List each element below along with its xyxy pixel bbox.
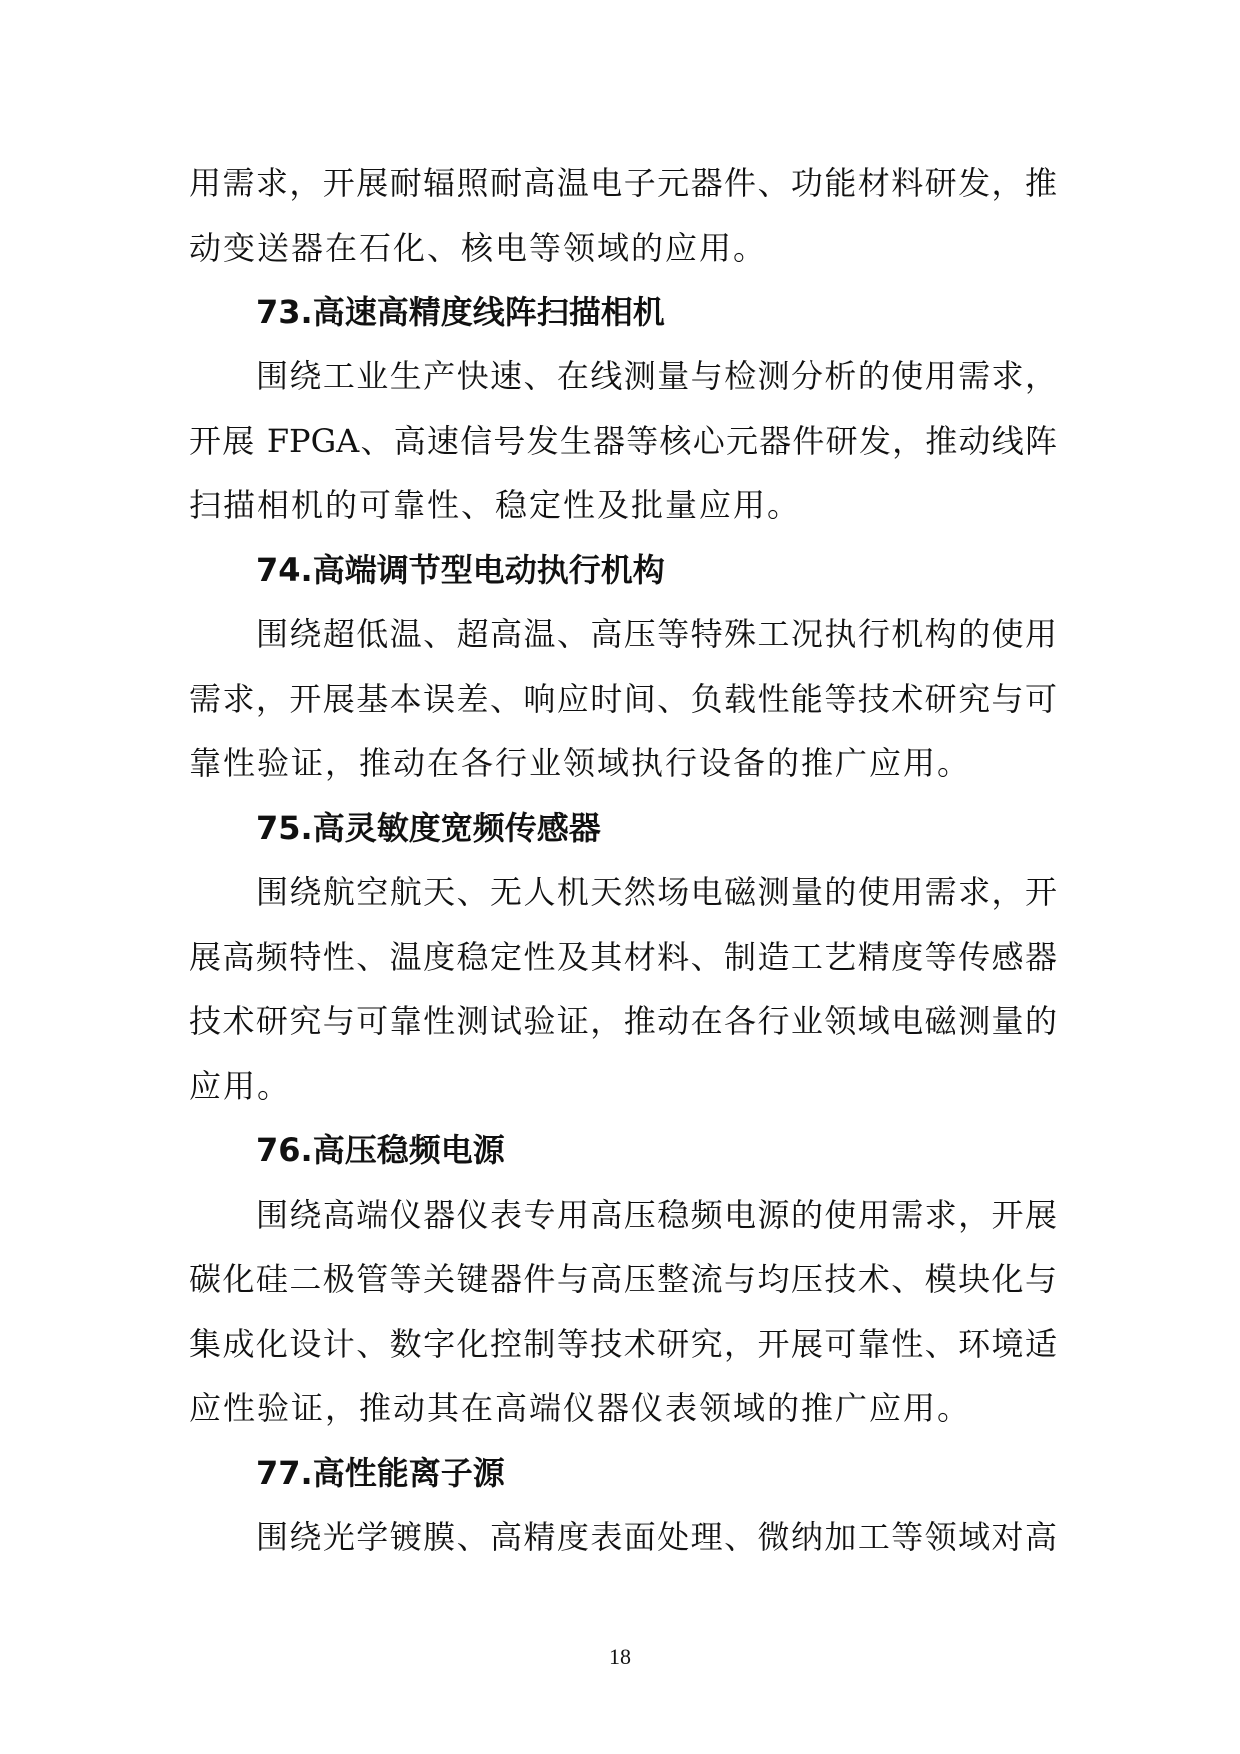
body-line: 展高频特性、温度稳定性及其材料、制造工艺精度等传感器: [189, 938, 1057, 976]
section-heading-77: 77.高性能离子源: [256, 1454, 505, 1492]
body-line: 围绕工业生产快速、在线测量与检测分析的使用需求，: [256, 357, 1057, 395]
body-line: 扫描相机的可靠性、稳定性及批量应用。: [189, 486, 802, 524]
body-line: 用需求，开展耐辐照耐高温电子元器件、功能材料研发，推: [189, 164, 1057, 202]
body-line: 需求，开展基本误差、响应时间、负载性能等技术研究与可: [189, 680, 1057, 718]
body-line: 围绕高端仪器仪表专用高压稳频电源的使用需求，开展: [256, 1196, 1057, 1234]
section-heading-74: 74.高端调节型电动执行机构: [256, 551, 665, 589]
body-line: 围绕航空航天、无人机天然场电磁测量的使用需求，开: [256, 873, 1057, 911]
body-line: 开展 FPGA、高速信号发生器等核心元器件研发，推动线阵: [189, 422, 1057, 460]
body-line: 围绕超低温、超高温、高压等特殊工况执行机构的使用: [256, 615, 1057, 653]
section-heading-75: 75.高灵敏度宽频传感器: [256, 809, 601, 847]
body-line: 集成化设计、数字化控制等技术研究，开展可靠性、环境适: [189, 1325, 1057, 1363]
body-line: 靠性验证，推动在各行业领域执行设备的推广应用。: [189, 744, 972, 782]
body-line: 应用。: [189, 1067, 292, 1105]
body-line: 动变送器在石化、核电等领域的应用。: [189, 229, 768, 267]
body-line: 围绕光学镀膜、高精度表面处理、微纳加工等领域对高: [256, 1518, 1057, 1556]
body-line: 应性验证，推动其在高端仪器仪表领域的推广应用。: [189, 1389, 972, 1427]
section-heading-76: 76.高压稳频电源: [256, 1131, 505, 1169]
body-line: 技术研究与可靠性测试验证，推动在各行业领域电磁测量的: [189, 1002, 1057, 1040]
body-line: 碳化硅二极管等关键器件与高压整流与均压技术、模块化与: [189, 1260, 1057, 1298]
page-number: 18: [609, 1644, 631, 1669]
section-heading-73: 73.高速高精度线阵扫描相机: [256, 293, 665, 331]
